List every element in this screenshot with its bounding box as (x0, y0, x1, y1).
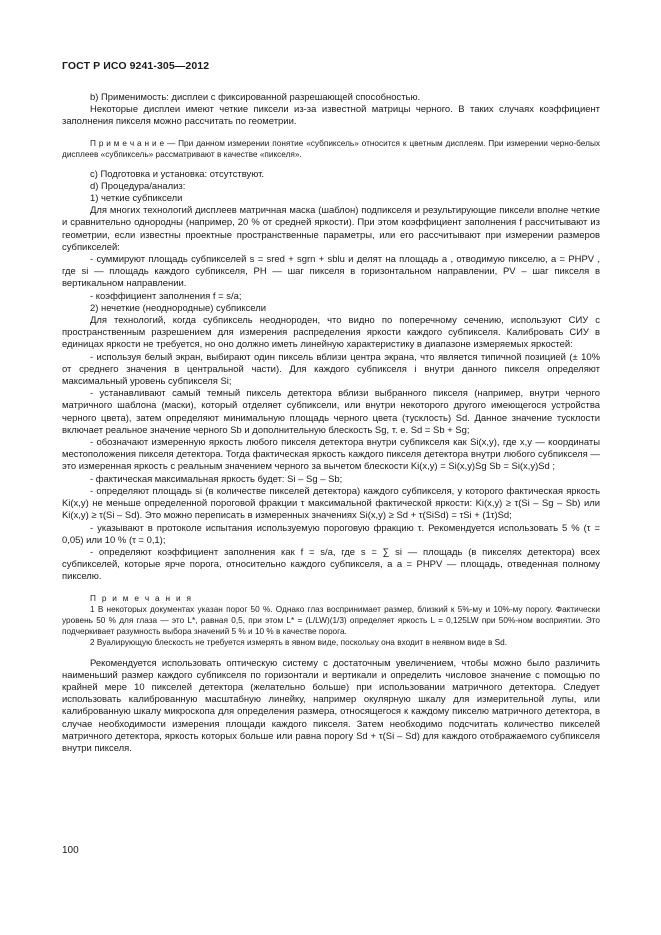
list-item: - суммируют площадь субпикселей s = sred + sgrn + sblu и делят на площадь a , отводимую пикселю, a = PHPV , где si — площадь каждого субпикселя, PH — шаг пикселя в горизонтальном направлении, PV – шаг пикселя в вертикальном направлении. (62, 254, 600, 290)
document-body (62, 92, 600, 755)
list-item: - устанавливают самый темный пиксель детектора вблизи выбранного пикселя (например, внутри черного матричного шаблона (маски), который отделяет субпиксели, или внутри некоторого другого имеющегося устройства черного цвета), затем определяют минимальную площадь черного цвета (тусклость) Sd. Данное значение тусклости включает реальное значение черного Sb и дополнительную блескость Sg, т. е. Sd = Sb + Sg; (62, 388, 600, 436)
paragraph: 2) нечеткие (неоднородные) субпиксели (90, 302, 267, 314)
paragraph: b) Применимость: дисплеи с фиксированной разрешающей способностью. (90, 92, 421, 103)
page-header: ГОСТ Р ИСО 9241-305—2012 (62, 60, 210, 72)
note: П р и м е ч а н и е — При данном измерении понятие «субпиксель» относится к цветным дисплеям. При измерении черно-белых дисплеев «субпиксель» рассматривают в качестве «пикселя». (62, 138, 600, 159)
paragraph: Для технологий, когда субпиксель неоднороден, что видно по поперечному сечению, используют СИУ с пространственным разрешением для измерения распределения яркости каждого субпикселя. Калибровать СИУ в единицах яркости не требуется, но оно должно иметь линейную характеристику в диапазоне измеряемых яркостей: (62, 315, 600, 351)
list-item: - фактическая максимальная яркость будет: Si – Sg – Sb; (90, 473, 343, 485)
note: 2 Вуалирующую блескость не требуется измерять в явном виде, поскольку она входит в неявном виде в Sd. (90, 637, 508, 647)
paragraph: Для многих технологий дисплеев матричная маска (шаблон) подпикселя и результирующие пиксели вполне четкие и сравнительно однородны (например, 20 % от средней яркости). При этом коэффициент заполнения f рассчитывают из геометрии, если известны проектные пространственные параметры, или его рассчитывают при измерении размеров субпикселей: (62, 205, 600, 253)
list-item: - определяют площадь si (в количестве пикселей детектора) каждого субпикселя, у которого фактическая яркость Ki(x,y) не меньше определенной пороговой фракции τ максимальной фактической яркости: Ki(x,y) ≥ τ(Si – Sg – Sb) или Ki(x,y) ≥ τ(Si – Sd). Это можно переписать в измеренных значениях Si(x,y) ≥ Sd + τ(SiSd) = τSi + (1τ)Sd; (62, 485, 600, 522)
paragraph: Некоторые дисплеи имеют четкие пиксели из-за известной матрицы черного. В таких случаях коэффициент заполнения пикселя можно рассчитать по геометрии. (62, 104, 600, 128)
paragraph: Рекомендуется использовать оптическую систему с достаточным увеличением, чтобы можно было различить наименьший размер каждого субпикселя по горизонтали и вертикали и определить числовое значение с помощью по крайней мере 10 пикселей детектора (желательно больше) при использовании матричного детектора. Следует использовать калиброванную масштабную линейку, например окулярную шкалу для измерительной лупы, или калиброванную шкалу микроскопа для определения размера, относящегося к каждому пикселю матричного детектора, в случае необходимости измерения площади каждого пикселя. Затем необходимо подсчитать количество пикселей матричного детектора, яркость которых больше или равна порогу Sd + τ(Si – Sd) для каждого отображаемого субпикселя внутри пикселя. (62, 657, 600, 754)
paragraph: c) Подготовка и установка: отсутствуют. (90, 168, 265, 180)
list-item: - коэффициент заполнения f = s/a; (90, 290, 242, 302)
list-item: - обозначают измеренную яркость любого пикселя детектора внутри субпикселя как Si(x,y), где x,y — координаты местоположения пикселя детектора. Тогда фактическая яркость каждого пикселя детектора внутри любого субпикселя — это измеренная яркость с реальным значением черного за вычетом блескости Ki(x,y) = Si(x,y)Sg Sb = Si(x,y)Sd ; (62, 437, 600, 473)
list-item: - используя белый экран, выбирают один пиксель вблизи центра экрана, что является типичной позицией (± 10% от среднего значения в центральной части). Для каждого субпикселя i внутри данного пикселя определяют максимальный уровень субпикселя Si; (62, 351, 600, 388)
list-item: - определяют коэффициент заполнения как f = s/a, где s = ∑ si — площадь (в пикселях детектора) всех субпикселей, которые ярче порога, относительно каждого субпикселя, а a = PHPV — площадь, отведенная полному пикселю. (62, 546, 600, 583)
list-item: - указывают в протоколе испытания используемую пороговую фракцию τ. Рекомендуется использовать 5 % (τ = 0,05) или 10 % (τ = 0,1); (62, 522, 600, 546)
paragraph: d) Процедура/анализ: (90, 180, 186, 192)
note: 1 В некоторых документах указан порог 50 %. Однако глаз воспринимает размер, близкий к 5%-му и 10%-му порогу. Фактически уровень 50 % для глаза — это L*, равная 0,5, при этом L* = (L/LW)(1/3) определяет яркость L = 0,125LW при 50%-ном восприятии. Это подчеркивает разумность выбора значений 5 % и 10 % в качестве порога. (62, 604, 600, 636)
page-number: 100 (62, 845, 79, 856)
paragraph: 1) четкие субпиксели (90, 193, 183, 205)
notes-heading: П р и м е ч а н и я (90, 593, 193, 603)
